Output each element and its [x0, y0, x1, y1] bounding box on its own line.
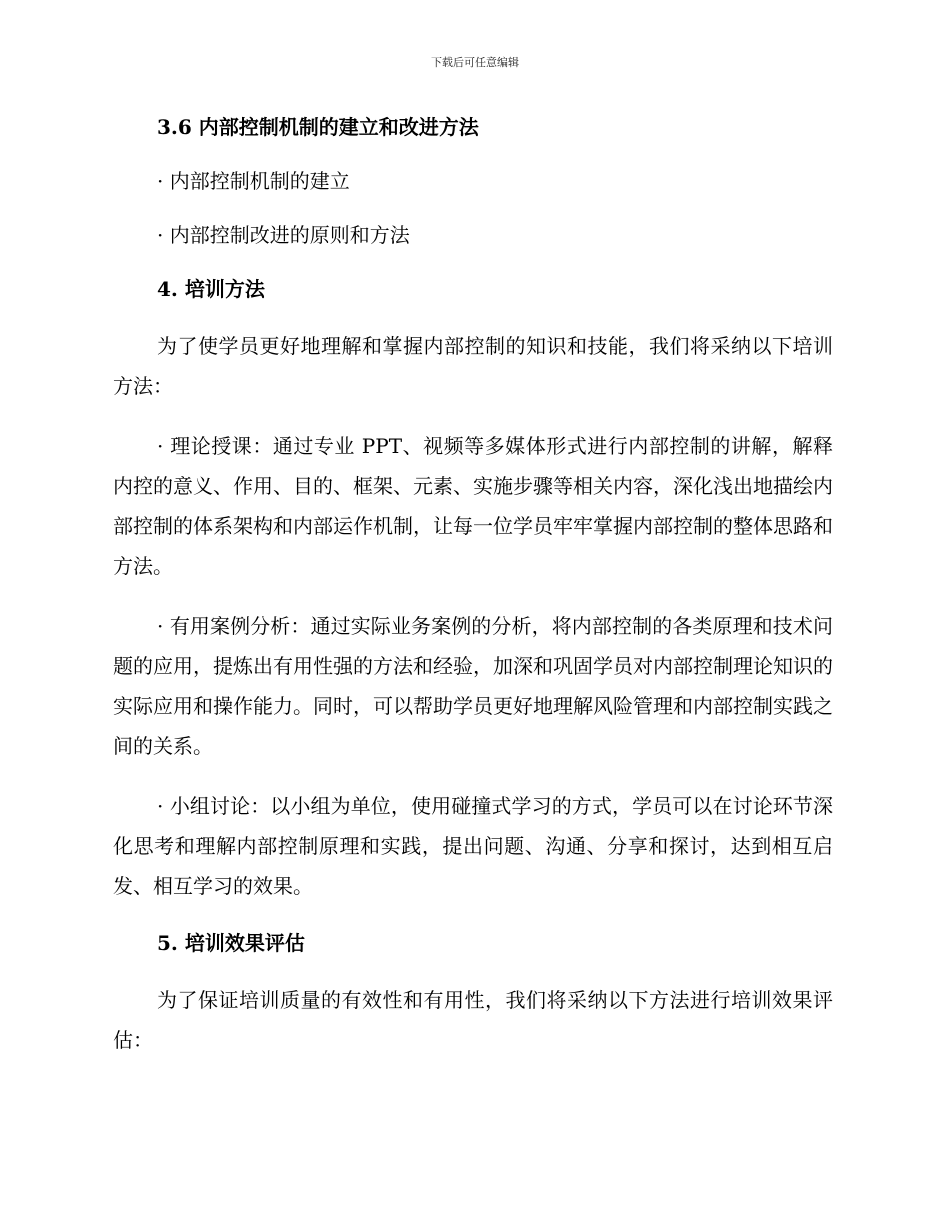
- paragraph-lecture: · 理论授课：通过专业 PPT、视频等多媒体形式进行内部控制的讲解，解释内控的意义、作用、目的、框架、元素、实施步骤等相关内容，深化浅出地描绘内部控制的体系架构和内部运作机制，让每一位学员牢牢掌握内部控制的整体思路和方法。: [113, 434, 833, 578]
- document-body: [113, 110, 833, 1080]
- list-item-establish: · 内部控制机制的建立: [157, 169, 350, 193]
- paragraph-intro: 为了使学员更好地理解和掌握内部控制的知识和技能，我们将采纳以下培训方法：: [113, 334, 833, 398]
- paragraph-evaluation: 为了保证培训质量的有效性和有用性，我们将采纳以下方法进行培训效果评估：: [113, 988, 833, 1052]
- section-heading-5: 5. 培训效果评估: [157, 931, 305, 955]
- section-heading-3-6: 3.6 内部控制机制的建立和改进方法: [157, 115, 479, 139]
- header-note: 下载后可任意编辑: [431, 56, 519, 69]
- paragraph-case-analysis: · 有用案例分析：通过实际业务案例的分析，将内部控制的各类原理和技术问题的应用，提炼出有用性强的方法和经验，加深和巩固学员对内部控制理论知识的实际应用和操作能力。同时，可以帮助学员更好地理解风险管理和内部控制实践之间的关系。: [113, 614, 833, 758]
- list-item-improve: · 内部控制改进的原则和方法: [157, 223, 410, 247]
- section-heading-4: 4. 培训方法: [157, 277, 265, 301]
- paragraph-group-discussion: · 小组讨论：以小组为单位，使用碰撞式学习的方式，学员可以在讨论环节深化思考和理解内部控制原理和实践，提出问题、沟通、分享和探讨，达到相互启发、相互学习的效果。: [113, 794, 833, 898]
